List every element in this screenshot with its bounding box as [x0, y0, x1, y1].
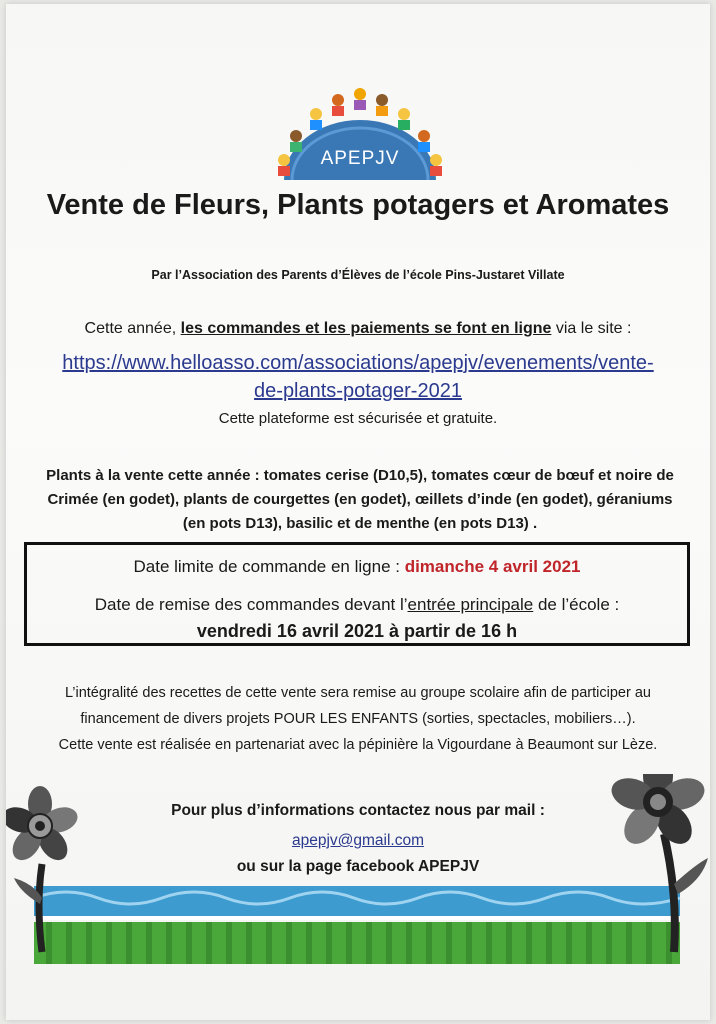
apepjv-logo	[262, 82, 458, 180]
intro-text	[6, 320, 710, 338]
info-line-3: Cette vente est réalisée en partenariat avec la pépinière la Vigourdane à Beaumont sur Lèze.	[58, 737, 658, 753]
deadline-line	[27, 557, 687, 577]
intro-emphasis: les commandes et les paiements se font en ligne	[180, 320, 552, 337]
logo-text: APEPJV	[320, 148, 400, 169]
contact-line-1: Pour plus d’informations contactez nous par mail :	[171, 802, 545, 819]
page-title: Vente de Fleurs, Plants potagers et Aromates	[46, 189, 670, 221]
delivery-line	[27, 595, 687, 615]
delivery-place: entrée principale	[407, 595, 534, 614]
info-paragraph	[26, 680, 690, 758]
subtitle: Par l’Association des Parents d’Élèves de l’école Pins-Justaret Villate	[151, 268, 565, 282]
delivery-after: de l’école :	[533, 595, 620, 614]
link-line-1[interactable]: https://www.helloasso.com/associations/apepjv/evenements/vente-	[62, 352, 654, 374]
link-line-2[interactable]: de-plants-potager-2021	[254, 380, 462, 402]
secure-note: Cette plateforme est sécurisée et gratuite.	[218, 410, 498, 427]
info-line-2: financement de divers projets POUR LES ENFANTS (sorties, spectacles, mobiliers…).	[80, 711, 636, 727]
contact-email-link[interactable]: apepjv@gmail.com	[291, 832, 425, 849]
helloasso-link[interactable]	[6, 349, 710, 405]
plants-description: Plants à la vente cette année : tomates cerise (D10,5), tomates cœur de bœuf et noire de Crimée (en godet), plants de courgettes (en godet), œillets d’inde (en godet), géraniums (en pots D13), basilic et de menthe (en pots D13) .	[46, 467, 674, 532]
contact-line-2: ou sur la page facebook APEPJV	[236, 858, 480, 875]
dates-box	[24, 542, 690, 646]
intro-after: via le site :	[551, 320, 632, 337]
delivery-date: vendredi 16 avril 2021 à partir de 16 h	[196, 621, 518, 641]
info-line-1: L’intégralité des recettes de cette vente sera remise au groupe scolaire afin de participer au	[65, 685, 651, 701]
deadline-label: Date limite de commande en ligne :	[133, 557, 405, 576]
deadline-value: dimanche 4 avril 2021	[404, 557, 581, 576]
delivery-before: Date de remise des commandes devant l’	[94, 595, 408, 614]
intro-before: Cette année,	[84, 320, 181, 337]
flyer-sheet	[6, 4, 710, 1020]
